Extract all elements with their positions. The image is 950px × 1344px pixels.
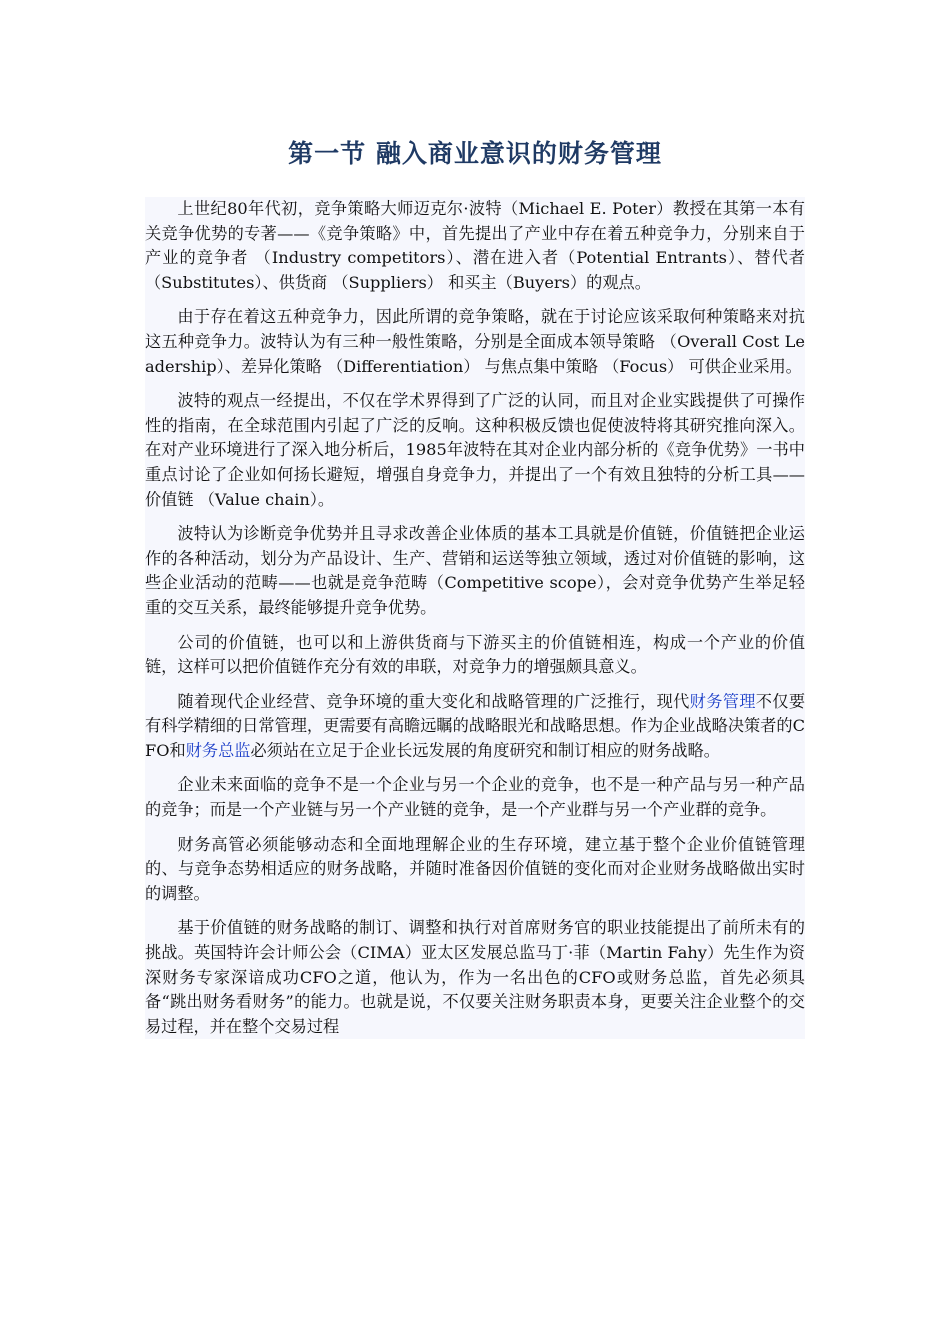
paragraph-3: 波特的观点一经提出，不仅在学术界得到了广泛的认同，而且对企业实践提供了可操作性的指南，在全球范围内引起了广泛的反响。这种积极反馈也促使波特将其研究推向深入。在对产业环境进行了深入地分析后，1985年波特在其对企业内部分析的《竞争优势》一书中重点讨论了企业如何扬长避短，增强自身竞争力，并提出了一个有效且独特的分析工具——价值链 （Value chain）。 [145,391,805,509]
paragraph-1: 上世纪80年代初，竞争策略大师迈克尔·波特（Michael E. Poter）教授在其第一本有关竞争优势的专著——《竞争策略》中，首先提出了产业中存在着五种竞争力，分别来自于产业的竞争者 （Industry competitors）、潜在进入者（Potential Entrants）、替代者 （Substitutes）、供货商 （Suppliers） 和买主（Buyers）的观点。 [145,199,805,292]
paragraph-6-text-a: 随着现代企业经营、竞争环境的重大变化和战略管理的广泛推行，现代 [177,691,690,711]
financial-management-link[interactable]: 财务管理 [689,691,756,711]
financial-director-link[interactable]: 财务总监 [185,740,251,760]
paragraph-4: 波特认为诊断竞争优势并且寻求改善企业体质的基本工具就是价值链，价值链把企业运作的各种活动，划分为产品设计、生产、营销和运送等独立领域，透过对价值链的影响，这些企业活动的范畴——也就是竞争范畴（Competitive scope），会对竞争优势产生举足轻重的交互关系，最终能够提升竞争优势。 [145,524,805,617]
paragraph-9: 基于价值链的财务战略的制订、调整和执行对首席财务官的职业技能提出了前所未有的挑战。英国特许会计师公会（CIMA）亚太区发展总监马丁·菲（Martin Fahy）先生作为资深财务专家深谙成功CFO之道，他认为，作为一名出色的CFO或财务总监，首先必须具备“跳出财务看财务”的能力。也就是说，不仅要关注财务职责本身，更要关注企业整个的交易过程，并在整个交易过程 [145,918,805,1036]
document-body [145,197,805,1039]
paragraph-6 [145,690,805,764]
section-title: 第一节 融入商业意识的财务管理 [288,139,662,168]
paragraph-7: 企业未来面临的竞争不是一个企业与另一个企业的竞争，也不是一种产品与另一种产品的竞争；而是一个产业链与另一个产业链的竞争，是一个产业群与另一个产业群的竞争。 [145,775,805,820]
paragraph-8: 财务高管必须能够动态和全面地理解企业的生存环境，建立基于整个企业价值链管理的、与竞争态势相适应的财务战略，并随时准备因价值链的变化而对企业财务战略做出实时的调整。 [145,834,805,903]
paragraph-5: 公司的价值链，也可以和上游供货商与下游买主的价值链相连，构成一个产业的价值链，这样可以把价值链作充分有效的串联，对竞争力的增强颇具意义。 [145,632,805,677]
paragraph-6-text-b: 不仅要有科学精细的日常管理，更需要有高瞻远瞩的战略眼光和战略思想。作为企业战略决策者的CFO和 [145,691,806,760]
paragraph-6-text-c: 必须站在立足于企业长远发展的角度研究和制订相应的财务战略。 [250,740,720,760]
paragraph-2: 由于存在着这五种竞争力，因此所谓的竞争策略，就在于讨论应该采取何种策略来对抗这五种竞争力。波特认为有三种一般性策略，分别是全面成本领导策略 （Overall Cost Leadership）、差异化策略 （Differentiation） 与焦点集中策略 （Focus） 可供企业采用。 [145,307,805,376]
